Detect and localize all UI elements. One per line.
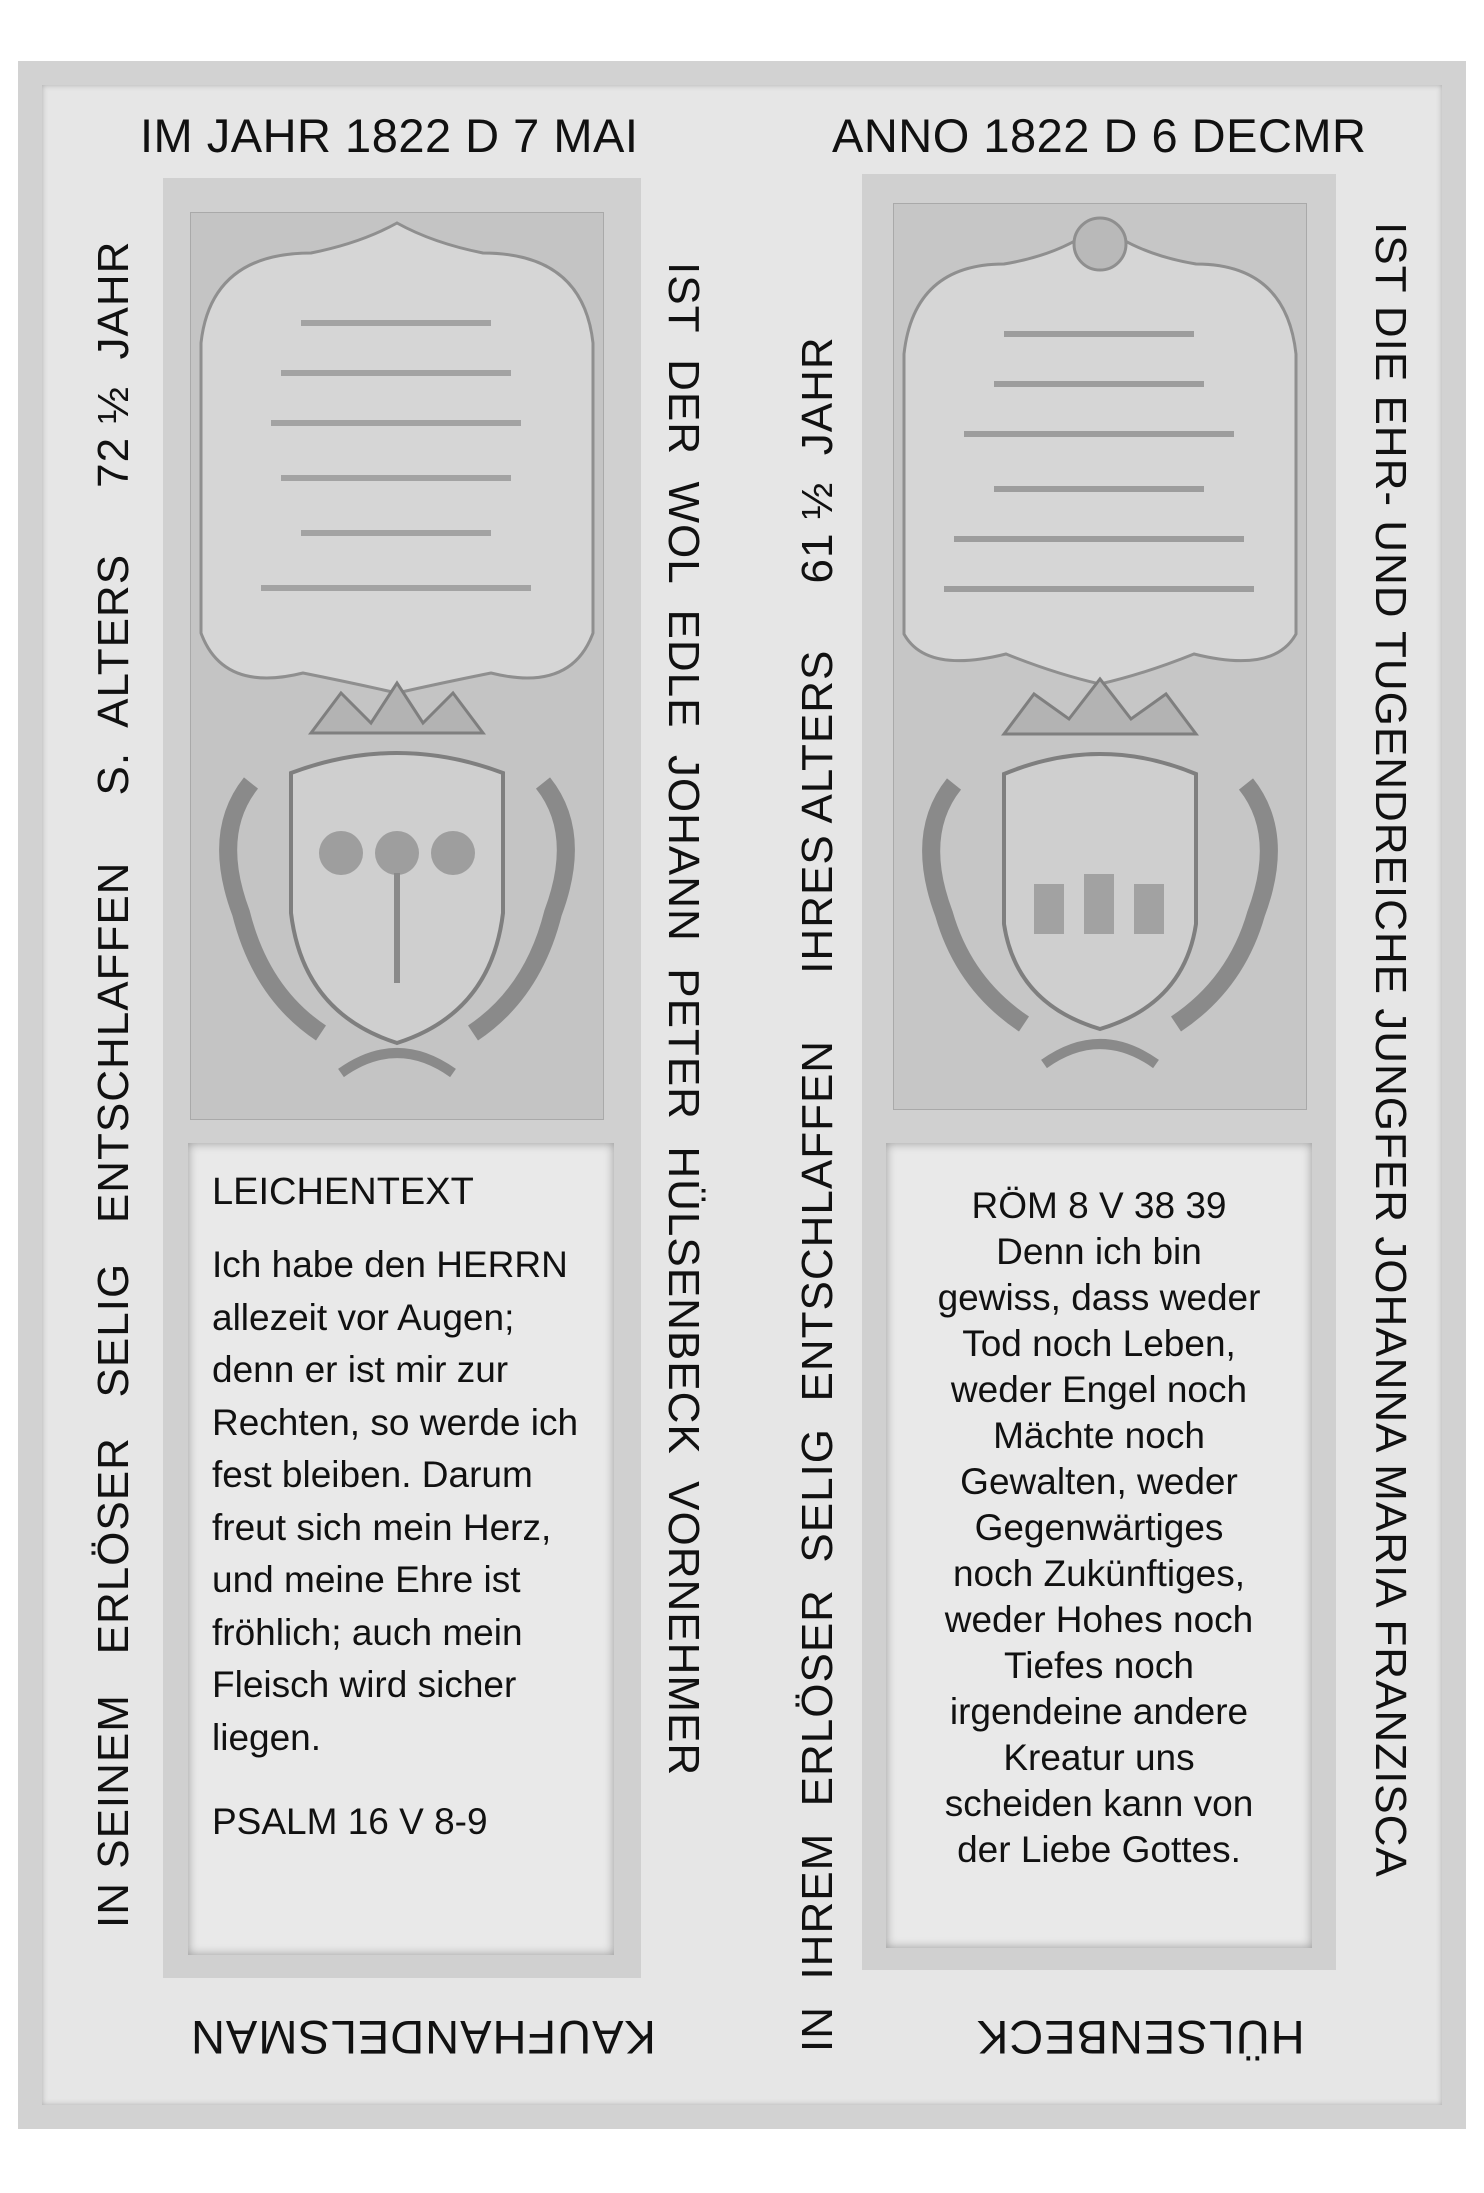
left-side-right-text: IST DER WOL EDLE JOHANN PETER HÜLSENBECK VORNEHMER [659,262,708,1777]
right-scripture-box [886,1143,1312,1948]
left-side-left-text: IN SEINEM ERLÖSER SELIG ENTSCHLAFFEN S. ALTERS 72 ½ JAHR [89,240,138,1928]
left-bottom-text: KAUFHANDELSMAN [190,2011,656,2064]
left-gravestone-image [190,212,604,1120]
left-scripture-text: Ich habe den HERRN allezeit vor Augen; denn er ist mir zur Rechten, so werde ich fest bleiben. Darum freut sich mein Herz, und meine Ehre ist fröhlich; auch mein Fleisch wird sicher liegen. [212,1244,579,1758]
right-scripture-text: RÖM 8 V 38 39 Denn ich bin gewiss, dass weder Tod noch Leben, weder Engel noch Mächte noch Gewalten, weder Gegenwärtiges noch Zukünftiges, weder Hohes noch Tiefes noch irgendeine andere Kreatur uns scheiden kann von der Liebe Gottes. [937,1185,1261,1870]
right-side-left-text: IN IHREM ERLÖSER SELIG ENTSCHLAFFEN IHRES ALTERS 61 ½ JAHR [793,336,842,2052]
right-bottom-text: HÜLSENBECK [976,2011,1305,2064]
right-side-right-text: IST DIE EHR- UND TUGENDREICHE JUNGFER JOHANNA MARIA FRANZISCA [1366,222,1415,1878]
left-scripture-box [188,1143,614,1955]
left-title: IM JAHR 1822 D 7 MAI [140,109,639,162]
right-title: ANNO 1822 D 6 DECMR [832,109,1367,162]
right-gravestone-image [893,203,1307,1110]
left-scripture-reference: PSALM 16 V 8-9 [212,1801,488,1842]
left-scripture-heading: LEICHENTEXT [212,1171,474,1213]
